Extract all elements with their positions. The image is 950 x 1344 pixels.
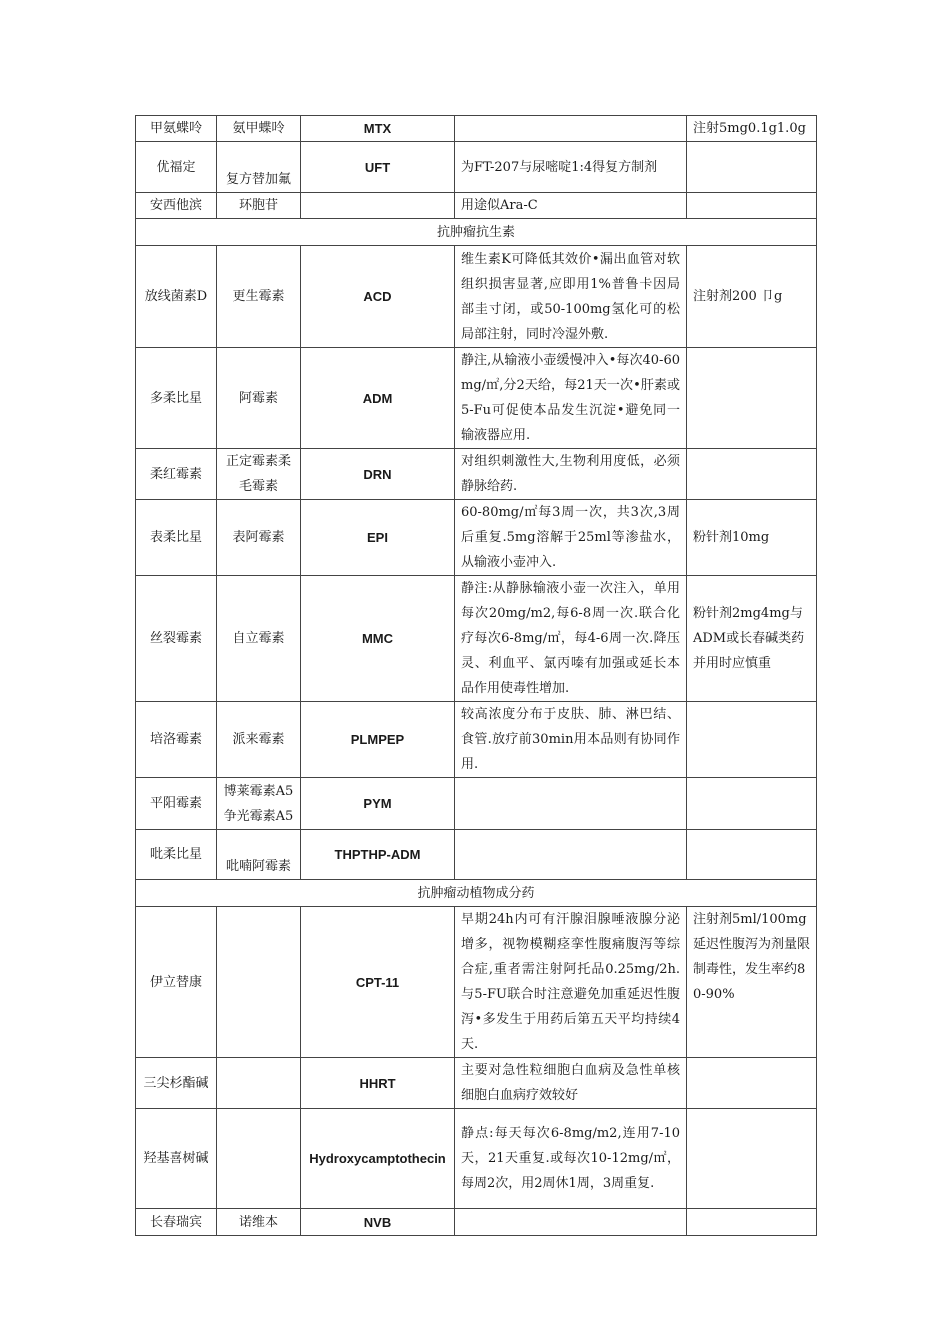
drug-name: 三尖杉酯碱 <box>136 1058 217 1109</box>
table-row <box>136 702 817 778</box>
table-row <box>136 830 817 880</box>
drug-name: 放线菌素D <box>136 246 217 348</box>
drug-name: 吡柔比星 <box>136 830 217 880</box>
drug-alias: 表阿霉素 <box>217 500 301 576</box>
drug-code: ADM <box>301 348 455 449</box>
table-row <box>136 348 817 449</box>
table-row <box>136 142 817 193</box>
drug-name: 长春瑞宾 <box>136 1209 217 1236</box>
drug-alias: 氨甲蝶呤 <box>217 116 301 142</box>
drug-dose <box>687 830 817 880</box>
drug-note <box>455 830 687 880</box>
drug-alias: 自立霉素 <box>217 576 301 702</box>
drug-dose <box>687 449 817 500</box>
drug-code: NVB <box>301 1209 455 1236</box>
drug-alias: 正定霉素柔毛霉素 <box>217 449 301 500</box>
drug-name: 平阳霉素 <box>136 778 217 830</box>
drug-note: 对组织刺激性大,生物利用度低，必须静脉给药. <box>455 449 687 500</box>
drug-note: 静点:每天每次6-8mg/m2,连用7-10天，21天重复.或每次10-12mg/㎡，每周2次，用2周休1周，3周重复. <box>455 1109 687 1209</box>
drug-note <box>455 1209 687 1236</box>
drug-alias: 吡喃阿霉素 <box>217 830 301 880</box>
table-row <box>136 778 817 830</box>
drug-note: 60-80mg/㎡每3周一次，共3次,3周后重复.5mg溶解于25ml等渗盐水，从输液小壶冲入. <box>455 500 687 576</box>
drug-dose <box>687 193 817 219</box>
section-title: 抗肿瘤动植物成分药 <box>136 880 817 907</box>
drug-name: 甲氨蝶呤 <box>136 116 217 142</box>
drug-code: MTX <box>301 116 455 142</box>
drug-note: 维生素K可降低其效价•漏出血管对软组织损害显著,应即用1%普鲁卡因局部圭寸闭，或50-100mg氢化可的松局部注射，同时冷湿外敷. <box>455 246 687 348</box>
drug-dose <box>687 142 817 193</box>
drug-name: 培洛霉素 <box>136 702 217 778</box>
table-row <box>136 1058 817 1109</box>
drug-dose <box>687 778 817 830</box>
drug-code: DRN <box>301 449 455 500</box>
drug-code <box>301 193 455 219</box>
section-title: 抗肿瘤抗生素 <box>136 219 817 246</box>
drug-dose <box>687 1058 817 1109</box>
drug-name: 羟基喜树碱 <box>136 1109 217 1209</box>
drug-code: CPT-11 <box>301 907 455 1058</box>
drug-name: 柔红霉素 <box>136 449 217 500</box>
drug-note <box>455 778 687 830</box>
drug-code: PLMPEP <box>301 702 455 778</box>
drug-note: 为FT-207与尿嘧啶1:4得复方制剂 <box>455 142 687 193</box>
drug-code: PYM <box>301 778 455 830</box>
table-row <box>136 193 817 219</box>
drug-name: 多柔比星 <box>136 348 217 449</box>
drug-alias: 阿霉素 <box>217 348 301 449</box>
drug-alias: 环胞苷 <box>217 193 301 219</box>
drug-dose <box>687 1109 817 1209</box>
drug-note: 早期24h内可有汗腺泪腺唾液腺分泌增多，视物模糊痉挛性腹痛腹泻等综合症,重者需注射阿托品0.25mg/2h.与5-FU联合时注意避免加重延迟性腹泻•多发生于用药后第五天平均持续4天. <box>455 907 687 1058</box>
drug-alias <box>217 1109 301 1209</box>
drug-note: 用途似Ara-C <box>455 193 687 219</box>
drug-alias: 复方替加氟 <box>217 142 301 193</box>
drug-dose: 粉针剂10mg <box>687 500 817 576</box>
drug-note: 静注,从输液小壶缓慢冲入•每次40-60mg/㎡,分2天给，每21天一次•肝素或5-Fu可促使本品发生沉淀•避免同一输液器应用. <box>455 348 687 449</box>
drug-dose: 注射剂200 卩g <box>687 246 817 348</box>
drug-dose: 注射5mg0.1g1.0g <box>687 116 817 142</box>
drug-alias: 更生霉素 <box>217 246 301 348</box>
table-row <box>136 449 817 500</box>
table-row <box>136 1209 817 1236</box>
table-row <box>136 246 817 348</box>
drug-table <box>135 115 817 1236</box>
drug-code: ACD <box>301 246 455 348</box>
table-row <box>136 116 817 142</box>
drug-alias <box>217 1058 301 1109</box>
drug-name: 优福定 <box>136 142 217 193</box>
drug-code: UFT <box>301 142 455 193</box>
drug-alias: 诺维本 <box>217 1209 301 1236</box>
drug-name: 安西他滨 <box>136 193 217 219</box>
drug-alias <box>217 907 301 1058</box>
drug-name: 表柔比星 <box>136 500 217 576</box>
drug-note: 主要对急性粒细胞白血病及急性单核细胞白血病疗效较好 <box>455 1058 687 1109</box>
drug-dose <box>687 702 817 778</box>
drug-dose: 粉针剂2mg4mg与ADM或长春碱类药并用时应慎重 <box>687 576 817 702</box>
drug-dose <box>687 348 817 449</box>
drug-code: Hydroxycamptothecin <box>301 1109 455 1209</box>
drug-code: HHRT <box>301 1058 455 1109</box>
drug-dose <box>687 1209 817 1236</box>
drug-code: EPI <box>301 500 455 576</box>
table-row <box>136 1109 817 1209</box>
drug-note: 较高浓度分布于皮肤、肺、淋巴结、食管.放疗前30min用本品则有协同作用. <box>455 702 687 778</box>
section-row <box>136 219 817 246</box>
drug-note <box>455 116 687 142</box>
drug-alias: 派来霉素 <box>217 702 301 778</box>
table-row <box>136 500 817 576</box>
drug-code: THPTHP-ADM <box>301 830 455 880</box>
drug-name: 丝裂霉素 <box>136 576 217 702</box>
table-row <box>136 907 817 1058</box>
drug-name: 伊立替康 <box>136 907 217 1058</box>
drug-dose: 注射剂5ml/100mg延迟性腹泻为剂量限制毒性，发生率约80-90% <box>687 907 817 1058</box>
drug-code: MMC <box>301 576 455 702</box>
drug-alias: 博莱霉素A5争光霉素A5 <box>217 778 301 830</box>
section-row <box>136 880 817 907</box>
drug-note: 静注:从静脉输液小壶一次注入，单用每次20mg/m2,每6-8周一次.联合化疗每次6-8mg/㎡，每4-6周一次.降压灵、利血平、氯丙嗪有加强或延长本品作用使毒性增加. <box>455 576 687 702</box>
table-row <box>136 576 817 702</box>
